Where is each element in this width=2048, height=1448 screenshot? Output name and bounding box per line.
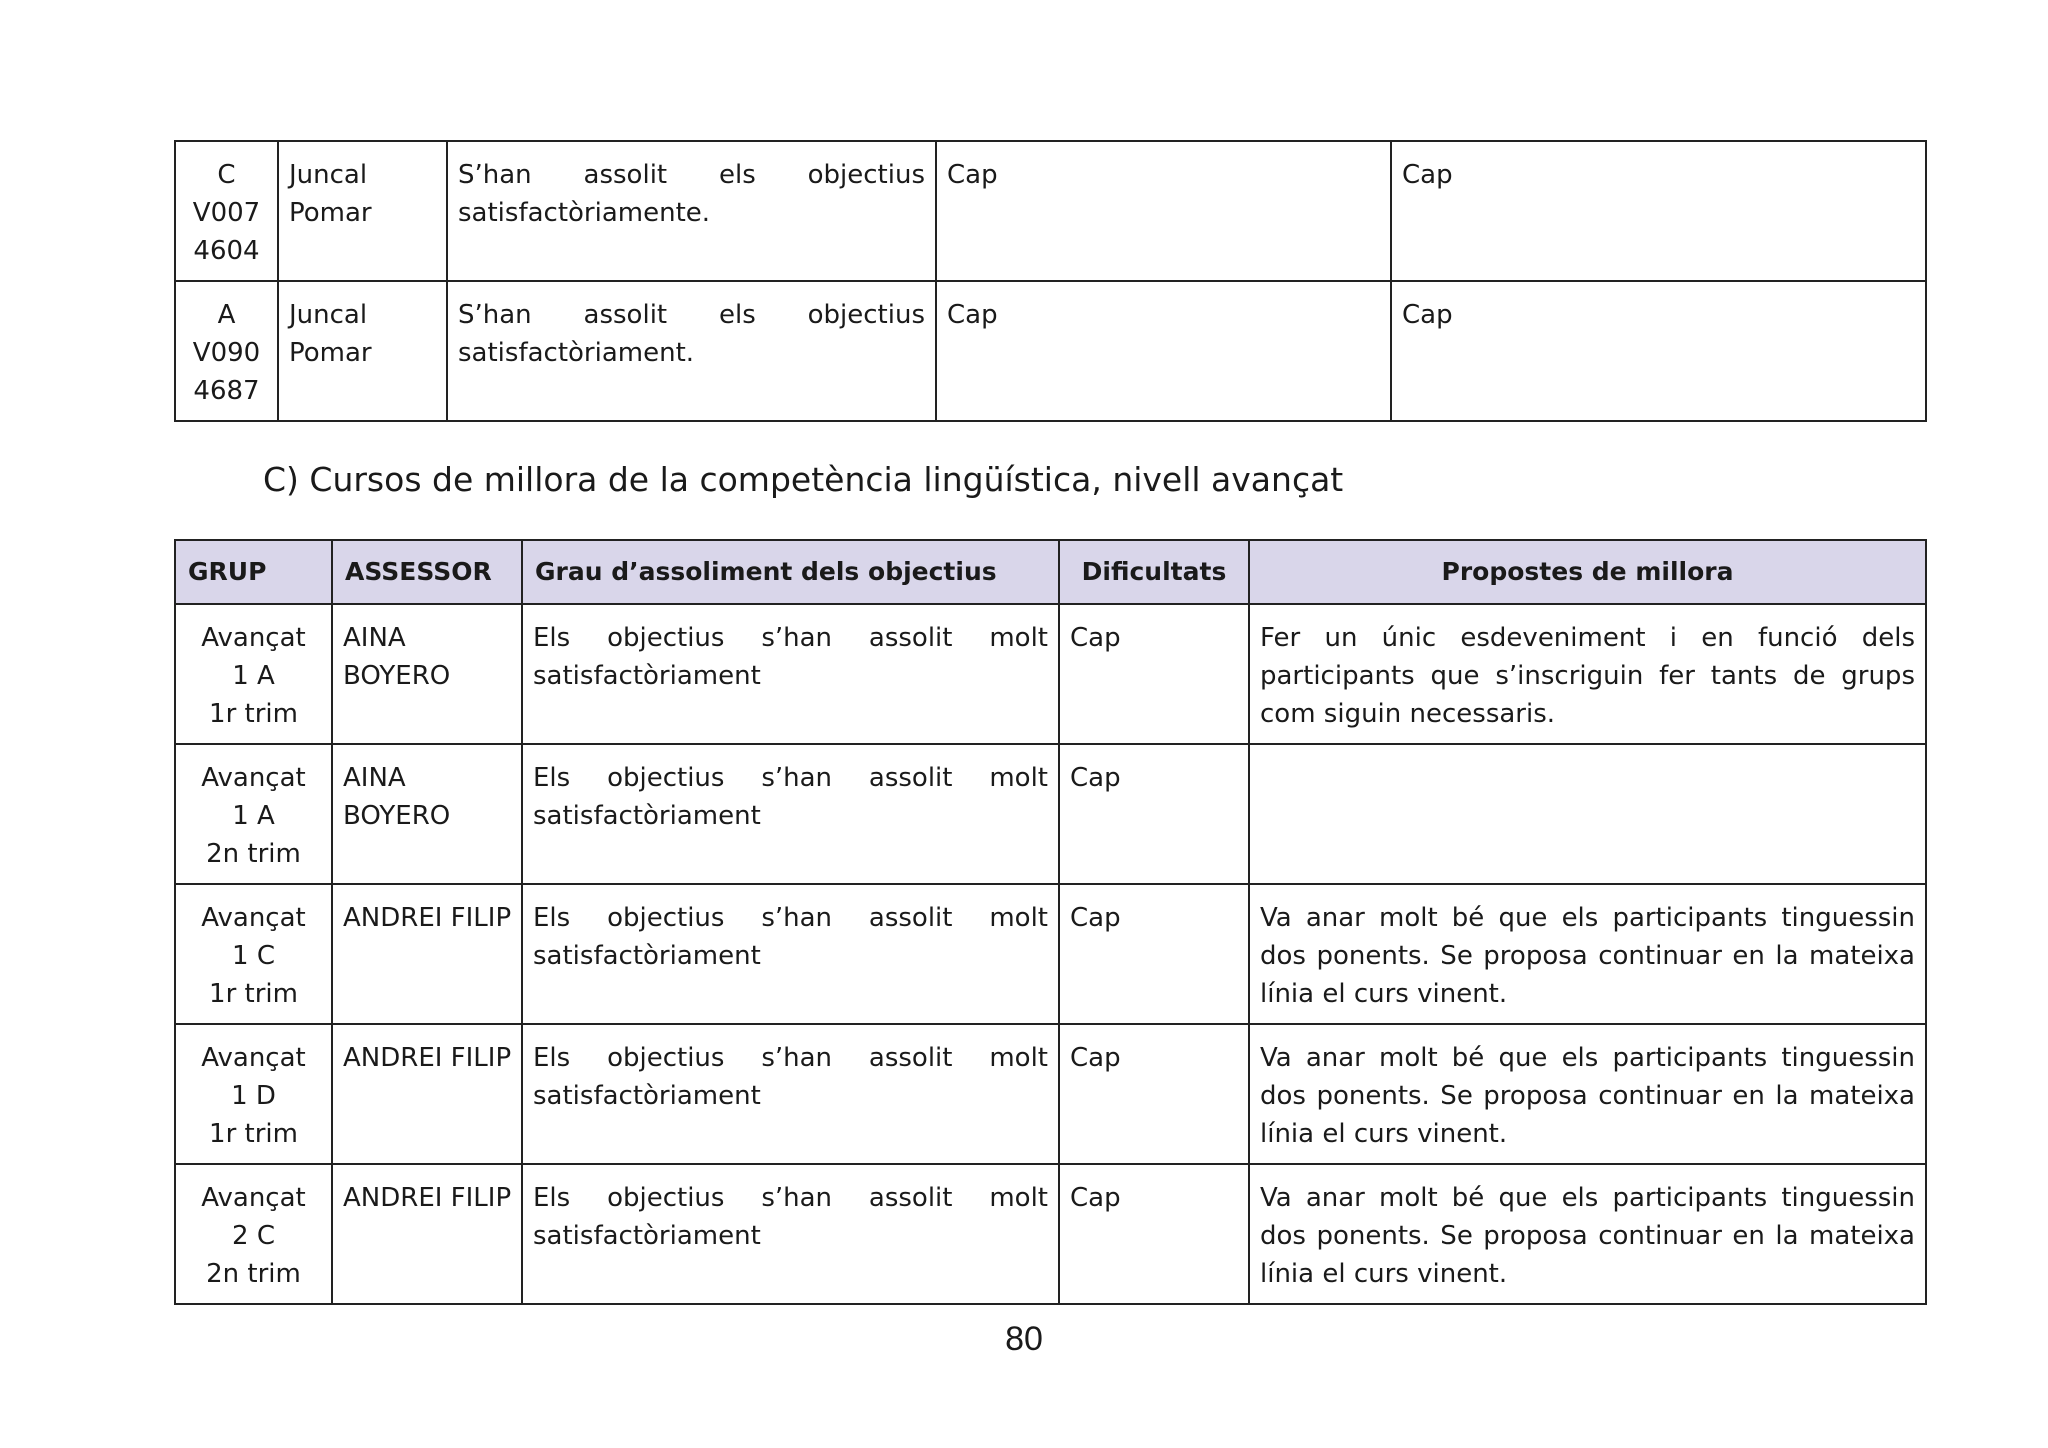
proposals-text: Va anar molt bé que els participants tinguessin dos ponents. Se proposa continuar en la mateixa línia el curs vinent. [1249,1164,1926,1304]
proposals-text [1249,744,1926,884]
group-level: Avançat [201,763,306,793]
difficulties-text: Cap [1059,1024,1249,1164]
group-cell [175,744,332,884]
table-row [175,744,1926,884]
assessor-name: ANDREI FILIP [332,1164,522,1304]
difficulties-text: Cap [1059,884,1249,1024]
group-id: 2 C [232,1221,275,1251]
assessor-name: AINA BOYERO [332,744,522,884]
achievement-text: Els objectius s’han assolit molt satisfactòriament [522,884,1059,1024]
group-cell [175,1024,332,1164]
proposals-text: Cap [1391,141,1926,281]
header-dificultats: Dificultats [1059,540,1249,604]
advanced-courses-table [174,539,1927,1305]
course-code: A V090 4687 [175,281,278,421]
assessor-name: Juncal Pomar [278,281,447,421]
group-term: 1r trim [209,1119,298,1149]
table-header-row [175,540,1926,604]
achievement-text: Els objectius s’han assolit molt satisfactòriament [522,1024,1059,1164]
achievement-text: S’han assolit els objectius satisfactòriament. [447,281,936,421]
group-cell [175,604,332,744]
assessor-name: ANDREI FILIP [332,1024,522,1164]
group-term: 2n trim [206,839,301,869]
proposals-text: Va anar molt bé que els participants tinguessin dos ponents. Se proposa continuar en la mateixa línia el curs vinent. [1249,1024,1926,1164]
difficulties-text: Cap [936,281,1391,421]
course-code: C V007 4604 [175,141,278,281]
achievement-text: Els objectius s’han assolit molt satisfactòriament [522,604,1059,744]
assessor-name: ANDREI FILIP [332,884,522,1024]
group-level: Avançat [201,623,306,653]
group-term: 1r trim [209,699,298,729]
group-level: Avançat [201,903,306,933]
assessor-name: Juncal Pomar [278,141,447,281]
group-id: 1 C [232,941,275,971]
table-row [175,884,1926,1024]
achievement-text: S’han assolit els objectius satisfactòriamente. [447,141,936,281]
header-assessor: ASSESSOR [332,540,522,604]
group-cell [175,1164,332,1304]
page-number: 80 [1005,1320,1043,1358]
results-table-continued [174,140,1927,422]
group-level: Avançat [201,1183,306,1213]
proposals-text: Va anar molt bé que els participants tinguessin dos ponents. Se proposa continuar en la mateixa línia el curs vinent. [1249,884,1926,1024]
achievement-text: Els objectius s’han assolit molt satisfactòriament [522,1164,1059,1304]
proposals-text: Fer un únic esdeveniment i en funció dels participants que s’inscriguin fer tants de grups com siguin necessaris. [1249,604,1926,744]
table-row [175,1164,1926,1304]
difficulties-text: Cap [936,141,1391,281]
group-cell [175,884,332,1024]
difficulties-text: Cap [1059,744,1249,884]
group-term: 1r trim [209,979,298,1009]
group-id: 1 D [231,1081,276,1111]
table-row [175,1024,1926,1164]
difficulties-text: Cap [1059,1164,1249,1304]
group-id: 1 A [232,801,275,831]
difficulties-text: Cap [1059,604,1249,744]
group-level: Avançat [201,1043,306,1073]
header-grup: GRUP [175,540,332,604]
group-term: 2n trim [206,1259,301,1289]
proposals-text: Cap [1391,281,1926,421]
table-row [175,141,1926,281]
group-id: 1 A [232,661,275,691]
table-row [175,281,1926,421]
section-heading: C) Cursos de millora de la competència lingüística, nivell avançat [263,460,1344,499]
table-row [175,604,1926,744]
header-propostes: Propostes de millora [1249,540,1926,604]
assessor-name: AINA BOYERO [332,604,522,744]
header-grau: Grau d’assoliment dels objectius [522,540,1059,604]
achievement-text: Els objectius s’han assolit molt satisfactòriament [522,744,1059,884]
